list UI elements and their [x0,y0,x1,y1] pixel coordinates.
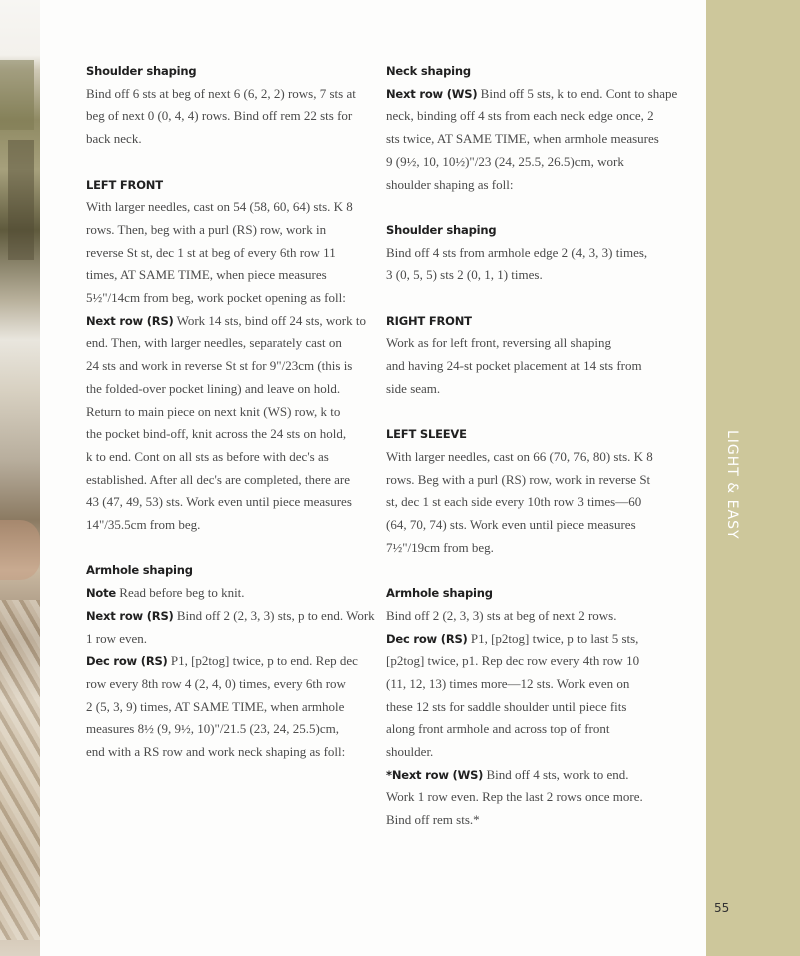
instruction-text: P1, [p2tog] twice, p to end. Rep dec [167,653,358,669]
instruction-text: Bind off 4 sts, work to end. [483,766,629,782]
photo-foliage [0,60,34,130]
photo-ironwork [0,600,40,940]
body-line: 2 (5, 3, 9) times, AT SAME TIME, when armhole [86,698,345,714]
body-line: back neck. [86,131,142,147]
instruction-line [386,764,676,787]
body-line: times, AT SAME TIME, when piece measures [86,267,327,283]
next-row-label: Next row (WS) [386,86,478,101]
body-line: [p2tog] twice, p1. Rep dec row every 4th row 10 [386,653,640,669]
spacer [386,559,676,582]
body-line: 14"/35.5cm from beg. [86,517,201,533]
body-line: Bind off rem sts.* [386,812,480,828]
body-line: Work 1 row even. Rep the last 2 rows once more. [386,789,643,805]
body-line: shoulder shaping as foll: [386,176,514,192]
body-line: rows. Then, beg with a purl (RS) row, work in [86,221,327,237]
heading-shoulder-shaping: Shoulder shaping [386,222,497,237]
right-column [386,60,676,832]
instruction-line [386,628,676,651]
heading-shoulder-shaping: Shoulder shaping [86,64,197,78]
dec-row-label: Dec row (RS) [386,631,468,646]
body-line: the folded-over pocket lining) and leave on hold. [86,380,341,396]
next-row-label: Next row (RS) [86,313,174,328]
body-line: Work as for left front, reversing all shaping [386,335,611,351]
instruction-line [86,605,375,628]
body-line: Bind off 6 sts at beg of next 6 (6, 2, 2) rows, 7 sts at [86,85,356,101]
body-line: Bind off 4 sts from armhole edge 2 (4, 3, 3) times, [386,244,648,260]
instruction-text: Work 14 sts, bind off 24 sts, work to [173,312,366,328]
body-line: rows. Beg with a purl (RS) row, work in reverse St [386,471,651,487]
body-line: beg of next 0 (0, 4, 4) rows. Bind off rem 22 sts for [86,108,353,124]
body-line: (11, 12, 13) times more—12 sts. Work even on [386,675,630,691]
body-line: k to end. Cont on all sts as before with dec's as [86,448,329,464]
spacer [86,537,370,560]
body-line: 24 sts and work in reverse St st for 9"/23cm (this is [86,358,353,374]
body-line: With larger needles, cast on 66 (70, 76, 80) sts. K 8 [386,448,653,464]
instruction-line [386,83,676,106]
photo-hand [0,520,40,580]
body-line: 9 (9½, 10, 10½)"/23 (24, 25.5, 26.5)cm, work [386,153,624,169]
body-line: measures 8½ (9, 9½, 10)"/21.5 (23, 24, 25.5)cm, [86,721,339,737]
body-line: 3 (0, 5, 5) sts 2 (0, 1, 1) times. [386,267,543,283]
body-line: side seam. [386,380,441,396]
body-line: neck, binding off 4 sts from each neck edge once, 2 [386,108,654,124]
instruction-line [86,310,370,333]
heading-right-front: RIGHT FRONT [386,313,472,328]
spacer [86,151,370,174]
heading-neck-shaping: Neck shaping [386,64,471,78]
instruction-line [86,582,370,605]
body-line: 43 (47, 49, 53) sts. Work even until piece measures [86,494,352,510]
photo-building [8,140,34,260]
body-line: 1 row even. [86,630,148,646]
instruction-text: Bind off 2 (2, 3, 3) sts, p to end. Work [173,607,375,623]
heading-armhole-shaping: Armhole shaping [386,586,493,601]
body-line: st, dec 1 st each side every 10th row 3 times—60 [386,494,642,510]
body-line: along front armhole and across top of front [386,721,610,737]
heading-left-sleeve: LEFT SLEEVE [386,427,467,442]
body-line: shoulder. [386,744,434,760]
body-line: established. After all dec's are completed, there are [86,471,351,487]
spacer [386,401,676,424]
body-line: end with a RS row and work neck shaping as foll: [86,744,346,760]
instruction-text: Read before beg to knit. [116,585,245,601]
body-line: row every 8th row 4 (2, 4, 0) times, every 6th row [86,675,346,691]
body-line: sts twice, AT SAME TIME, when armhole measures [386,131,659,147]
next-row-label: Next row (RS) [86,608,174,623]
page-number: 55 [714,901,730,915]
instruction-text: P1, [p2tog] twice, p to last 5 sts, [467,630,639,646]
body-line: With larger needles, cast on 54 (58, 60, 64) sts. K 8 [86,199,353,215]
instruction-text: Bind off 5 sts, k to end. Cont to shape [477,85,678,101]
heading-left-front: LEFT FRONT [86,177,163,192]
section-label: LIGHT & EASY [724,430,740,540]
spacer [386,196,676,219]
body-line: Return to main piece on next knit (WS) row, k to [86,403,341,419]
body-line: end. Then, with larger needles, separately cast on [86,335,342,351]
dec-row-label: Dec row (RS) [86,654,168,669]
spacer [386,287,676,310]
body-line: and having 24-st pocket placement at 14 sts from [386,358,642,374]
body-line: 5½"/14cm from beg, work pocket opening as foll: [86,290,346,306]
body-line: reverse St st, dec 1 st at beg of every 6th row 11 [86,244,336,260]
body-line: Bind off 2 (2, 3, 3) sts at beg of next 2 rows. [386,607,617,623]
body-line: the pocket bind-off, knit across the 24 sts on hold, [86,426,347,442]
note-label: Note [86,586,117,601]
garden-photo-strip [0,0,40,956]
body-line: (64, 70, 74) sts. Work even until piece measures [386,517,636,533]
next-row-label: *Next row (WS) [386,767,484,782]
body-line: these 12 sts for saddle shoulder until piece fits [386,698,627,714]
body-line: 7½"/19cm from beg. [386,539,494,555]
left-column [86,60,375,764]
instruction-line [86,650,370,673]
heading-armhole-shaping: Armhole shaping [86,563,193,578]
